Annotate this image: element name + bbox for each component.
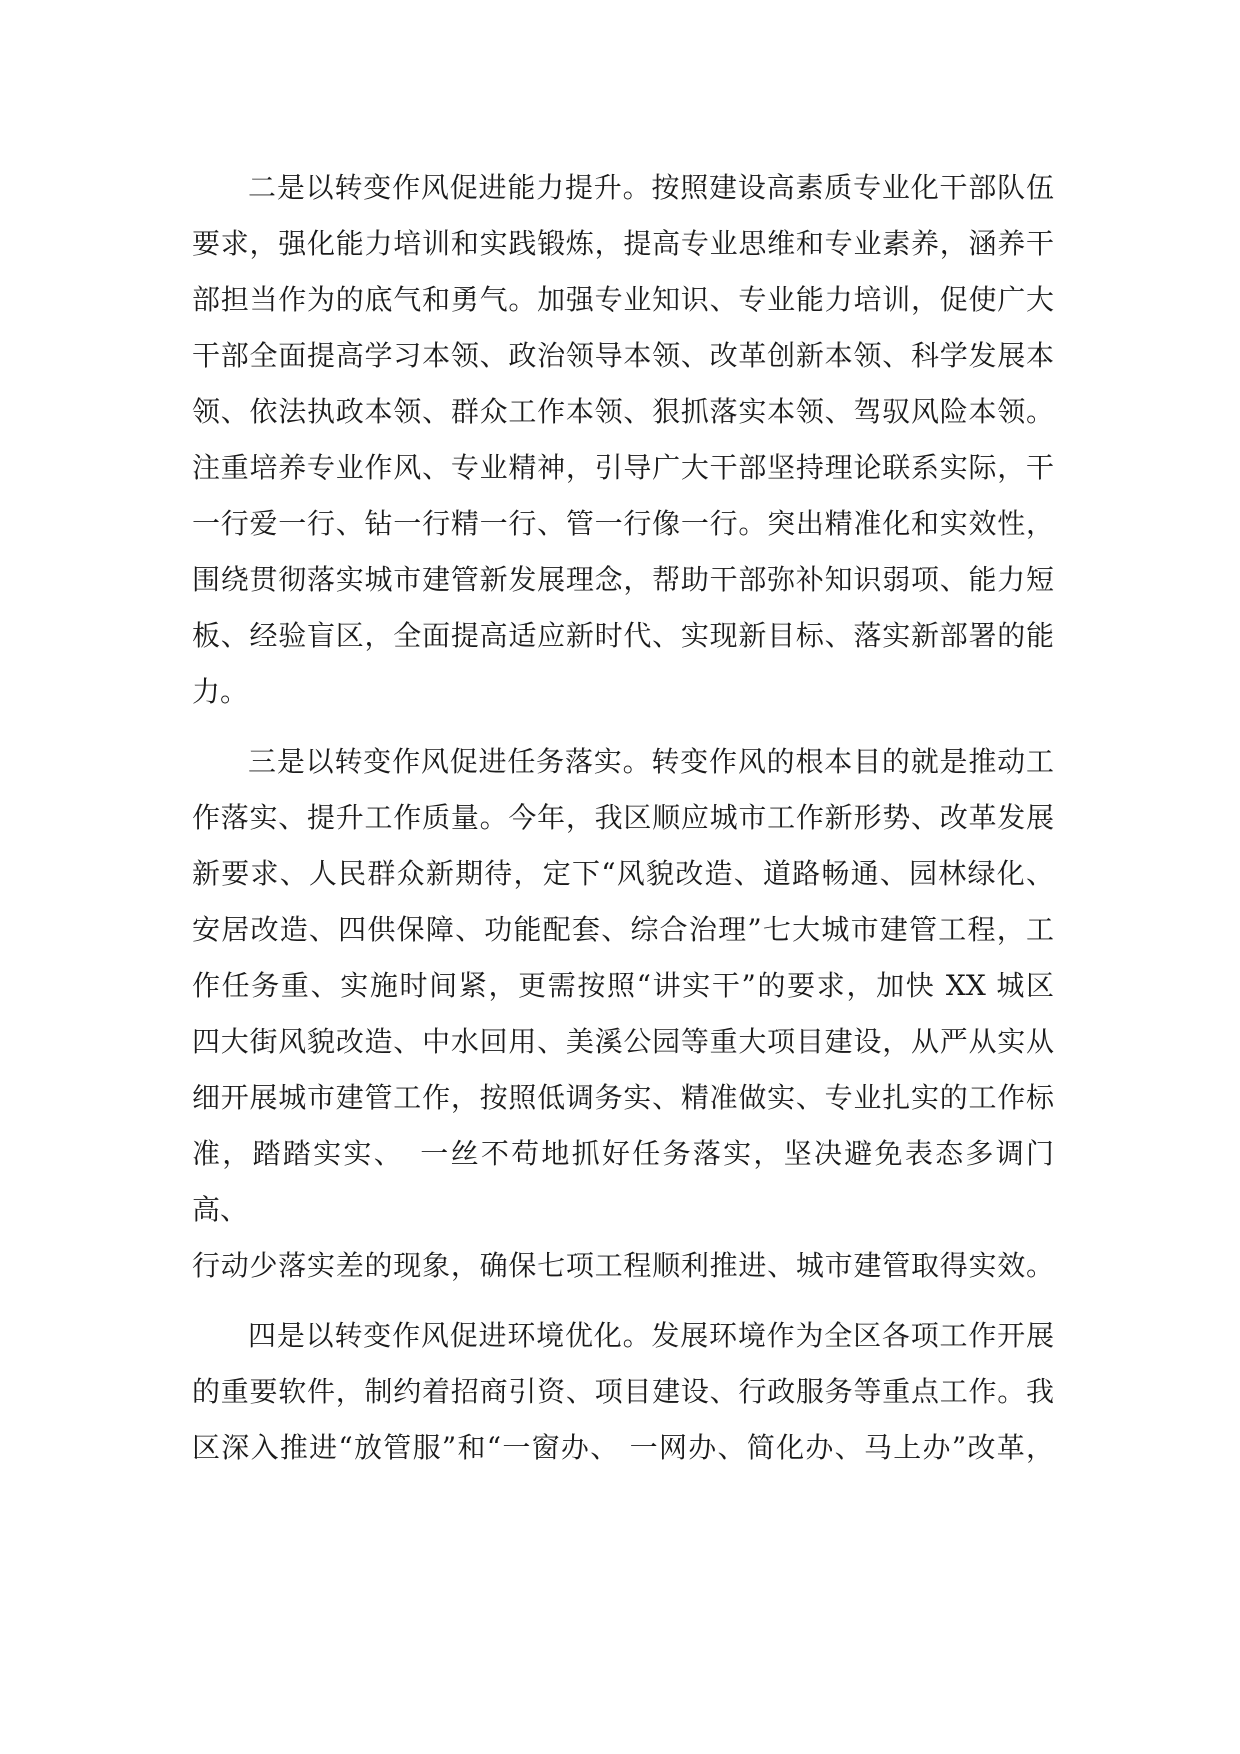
text-line: 一行爱一行、钻一行精一行、管一行像一行。突出精准化和实效性， — [192, 507, 1054, 540]
text-line: 注重培养专业作风、专业精神，引导广大干部坚持理论联系实际，干 — [192, 451, 1054, 484]
paragraph-implementation — [192, 734, 1054, 1294]
text-line: 二是以转变作风促进能力提升。按照建设高素质专业化干部队伍 — [248, 171, 1054, 204]
text-line: 要求，强化能力培训和实践锻炼，提高专业思维和专业素养，涵养干 — [192, 227, 1054, 260]
text-line: 四大街风貌改造、中水回用、美溪公园等重大项目建设，从严从实从 — [192, 1025, 1054, 1058]
text-line: 四是以转变作风促进环境优化。发展环境作为全区各项工作开展 — [248, 1319, 1054, 1352]
text-line: 的重要软件，制约着招商引资、项目建设、行政服务等重点工作。我 — [192, 1375, 1054, 1408]
text-line: 领、依法执政本领、群众工作本领、狠抓落实本领、驾驭风险本领。 — [192, 395, 1054, 428]
text-line: 板、经验盲区，全面提高适应新时代、实现新目标、落实新部署的能 — [192, 619, 1054, 652]
paragraph-spacer — [192, 1294, 1054, 1308]
text-line: 力。 — [192, 675, 249, 708]
text-line: 三是以转变作风促进任务落实。转变作风的根本目的就是推动工 — [248, 745, 1054, 778]
text-line: 行动少落实差的现象，确保七项工程顺利推进、城市建管取得实效。 — [192, 1249, 1054, 1282]
paragraph-spacer — [192, 720, 1054, 734]
text-line: 围绕贯彻落实城市建管新发展理念，帮助干部弥补知识弱项、能力短 — [192, 563, 1054, 596]
paragraph-capability — [192, 160, 1054, 720]
paragraph-environment — [192, 1308, 1054, 1476]
text-line: 准，踏踏实实、 一丝不苟地抓好任务落实，坚决避免表态多调门 — [192, 1137, 1054, 1170]
text-line: 细开展城市建管工作，按照低调务实、精准做实、专业扎实的工作标 — [192, 1081, 1054, 1114]
text-line: 安居改造、四供保障、功能配套、综合治理”七大城市建管工程，工 — [192, 913, 1054, 946]
text-line: 作落实、提升工作质量。今年，我区顺应城市工作新形势、改革发展 — [192, 801, 1054, 834]
text-line: 干部全面提高学习本领、政治领导本领、改革创新本领、科学发展本 — [192, 339, 1054, 372]
text-line: 部担当作为的底气和勇气。加强专业知识、专业能力培训，促使广大 — [192, 283, 1054, 316]
text-line: 高、 — [192, 1193, 249, 1226]
text-line: 作任务重、实施时间紧，更需按照“讲实干”的要求，加快 XX 城区 — [192, 969, 1054, 1002]
document-body — [192, 160, 1054, 1476]
text-line: 区深入推进“放管服”和“一窗办、 一网办、简化办、马上办”改革， — [192, 1431, 1054, 1464]
text-line: 新要求、人民群众新期待，定下“风貌改造、道路畅通、园林绿化、 — [192, 857, 1054, 890]
